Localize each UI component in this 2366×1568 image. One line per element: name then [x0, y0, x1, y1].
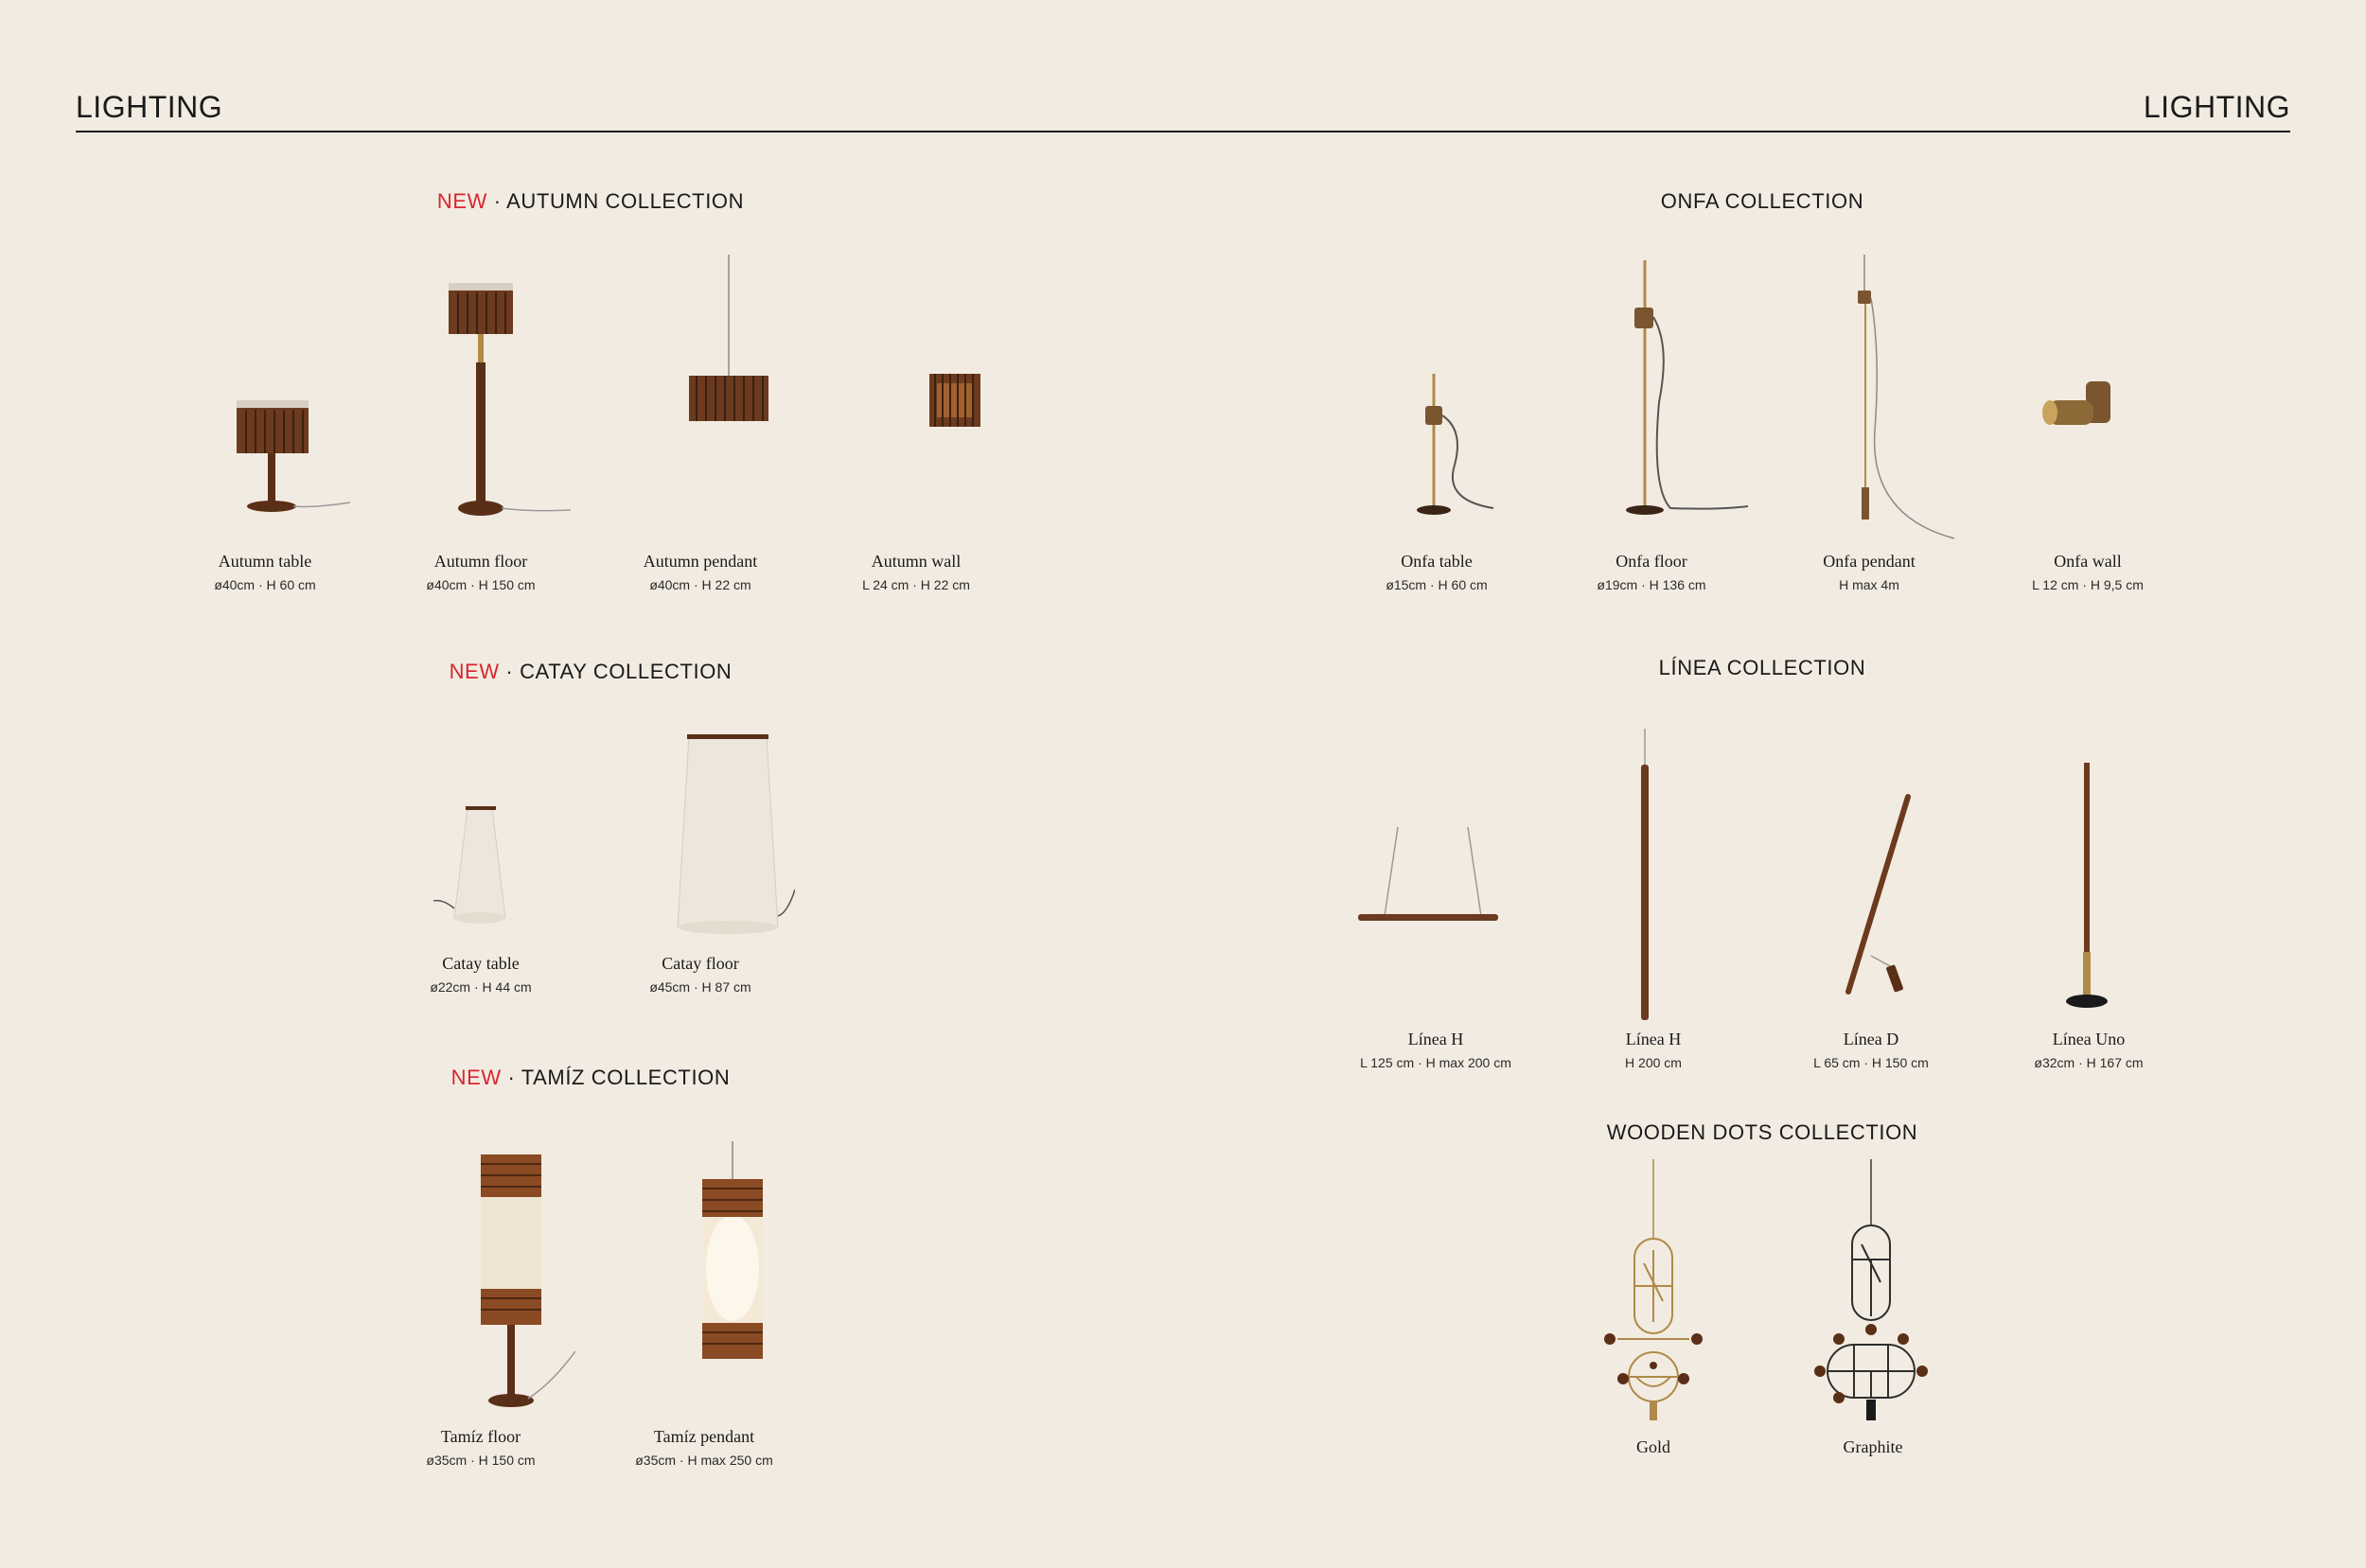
- product-dimensions: L 125 cm · H max 200 cm: [1360, 1055, 1511, 1070]
- product-dimensions: L 12 cm · H 9,5 cm: [2032, 577, 2144, 592]
- autumn-floor-lamp-icon: [386, 241, 575, 544]
- product-name: Onfa pendant: [1823, 552, 1916, 571]
- product-catay-floor[interactable]: [577, 719, 823, 995]
- page-header: [76, 87, 2290, 132]
- onfa-collection-title: [1661, 189, 1863, 214]
- autumn-title-text: AUTUMN COLLECTION: [506, 189, 745, 213]
- linea-collection-title: [1659, 656, 1866, 680]
- tamiz-title-text: TAMÍZ COLLECTION: [521, 1066, 731, 1089]
- linea-h-horizontal-lamp-icon: [1313, 719, 1559, 1022]
- product-linea-uno[interactable]: [1966, 719, 2212, 1070]
- wooden-dots-gold-lamp-icon: [1530, 1159, 1776, 1434]
- section-title-left: LIGHTING: [76, 90, 223, 124]
- product-linea-d[interactable]: [1748, 719, 1994, 1070]
- product-name: Línea H: [1625, 1030, 1682, 1048]
- product-name: Catay floor: [662, 954, 739, 973]
- product-autumn-pendant[interactable]: [577, 241, 823, 592]
- section-title-right: LIGHTING: [2143, 90, 2290, 124]
- product-dimensions: L 24 cm · H 22 cm: [862, 577, 970, 592]
- wooden-dots-title-text: WOODEN DOTS COLLECTION: [1606, 1120, 1918, 1144]
- catay-collection-title: NEW · CATAY COLLECTION: [449, 660, 733, 683]
- catay-floor-lamp-icon: [606, 719, 795, 946]
- product-tamiz-pendant[interactable]: [581, 1136, 827, 1468]
- autumn-table-lamp-icon: [170, 241, 360, 544]
- new-badge: NEW: [450, 1066, 502, 1089]
- onfa-wall-lamp-icon: [1965, 241, 2211, 544]
- autumn-wall-lamp-icon: [821, 241, 1011, 544]
- product-autumn-wall[interactable]: [793, 241, 1039, 592]
- new-badge: NEW: [436, 189, 487, 213]
- product-name: Autumn wall: [871, 552, 962, 571]
- linea-title-text: LÍNEA COLLECTION: [1658, 656, 1866, 679]
- product-dimensions: ø19cm · H 136 cm: [1597, 577, 1706, 592]
- product-linea-h-horizontal[interactable]: [1313, 719, 1559, 1070]
- product-catay-table[interactable]: [358, 719, 604, 995]
- new-badge: NEW: [449, 660, 500, 683]
- product-name: Línea D: [1843, 1030, 1899, 1048]
- product-dimensions: H max 4m: [1839, 577, 1899, 592]
- product-dimensions: ø40cm · H 60 cm: [214, 577, 316, 592]
- product-dimensions: ø40cm · H 22 cm: [649, 577, 751, 592]
- product-onfa-wall[interactable]: [1965, 241, 2211, 592]
- product-dimensions: L 65 cm · H 150 cm: [1813, 1055, 1929, 1070]
- autumn-pendant-lamp-icon: [606, 241, 795, 544]
- linea-h-vertical-lamp-icon: [1530, 719, 1776, 1022]
- product-dimensions: ø45cm · H 87 cm: [649, 979, 751, 995]
- product-name: Catay table: [442, 954, 520, 973]
- product-wooden-dots-gold[interactable]: [1530, 1159, 1776, 1457]
- product-name: Gold: [1636, 1437, 1670, 1456]
- wooden-dots-collection-title: [1607, 1120, 1918, 1145]
- product-name: Autumn pendant: [643, 552, 758, 571]
- catay-title-text: CATAY COLLECTION: [520, 660, 733, 683]
- onfa-floor-lamp-icon: [1528, 241, 1774, 544]
- product-dimensions: ø35cm · H 150 cm: [426, 1453, 536, 1468]
- product-dimensions: ø40cm · H 150 cm: [426, 577, 536, 592]
- product-name: Graphite: [1843, 1437, 1903, 1456]
- product-tamiz-floor[interactable]: [358, 1136, 604, 1468]
- tamiz-collection-title: NEW · TAMÍZ COLLECTION: [450, 1066, 731, 1089]
- tamiz-pendant-lamp-icon: [609, 1136, 799, 1419]
- product-dimensions: ø15cm · H 60 cm: [1386, 577, 1488, 592]
- onfa-pendant-lamp-icon: [1746, 241, 1992, 544]
- product-name: Tamíz floor: [440, 1427, 521, 1446]
- product-autumn-floor[interactable]: [358, 241, 604, 592]
- autumn-collection-title: NEW · AUTUMN COLLECTION: [436, 189, 745, 213]
- product-autumn-table[interactable]: [142, 241, 388, 592]
- wooden-dots-graphite-lamp-icon: [1750, 1159, 1996, 1434]
- product-onfa-pendant[interactable]: [1746, 241, 1992, 592]
- product-onfa-floor[interactable]: [1528, 241, 1774, 592]
- product-name: Línea H: [1407, 1030, 1464, 1048]
- product-name: Tamíz pendant: [653, 1427, 755, 1446]
- linea-uno-lamp-icon: [1966, 719, 2212, 1022]
- product-dimensions: ø35cm · H max 250 cm: [635, 1453, 773, 1468]
- product-name: Autumn floor: [433, 552, 528, 571]
- product-linea-h-vertical[interactable]: [1530, 719, 1776, 1070]
- product-name: Línea Uno: [2052, 1030, 2126, 1048]
- product-wooden-dots-graphite[interactable]: [1750, 1159, 1996, 1457]
- onfa-table-lamp-icon: [1314, 241, 1560, 544]
- product-dimensions: ø22cm · H 44 cm: [430, 979, 532, 995]
- linea-d-lamp-icon: [1748, 719, 1994, 1022]
- onfa-title-text: ONFA COLLECTION: [1660, 189, 1864, 213]
- product-dimensions: H 200 cm: [1625, 1055, 1682, 1070]
- product-name: Onfa floor: [1616, 552, 1687, 571]
- product-name: Onfa table: [1401, 552, 1473, 571]
- product-dimensions: ø32cm · H 167 cm: [2034, 1055, 2144, 1070]
- catay-table-lamp-icon: [386, 719, 575, 946]
- tamiz-floor-lamp-icon: [386, 1136, 575, 1419]
- product-name: Onfa wall: [2054, 552, 2122, 571]
- product-name: Autumn table: [218, 552, 312, 571]
- product-onfa-table[interactable]: [1314, 241, 1560, 592]
